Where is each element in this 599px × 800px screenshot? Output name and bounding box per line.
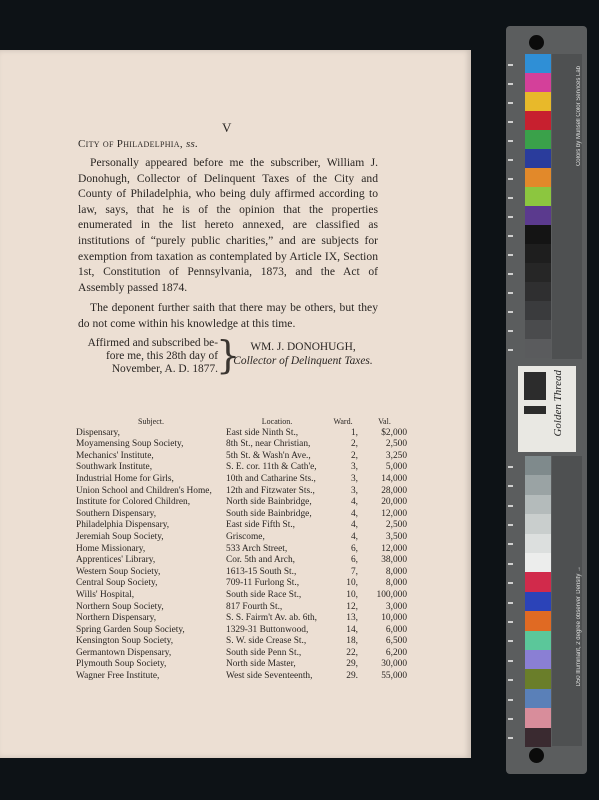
- scale-tick: [508, 102, 513, 104]
- cell-location: Griscome,: [226, 531, 265, 542]
- cell-subject: Home Missionary,: [76, 543, 146, 554]
- brand-logo-icon: [524, 372, 546, 400]
- cell-location: 12th and Fitzwater Sts.,: [226, 485, 315, 496]
- cell-location: 709-11 Furlong St.,: [226, 578, 300, 589]
- signature-block: [228, 340, 378, 368]
- cell-value: 100,000: [376, 589, 407, 600]
- cell-ward: 4,: [350, 520, 358, 531]
- scale-tick: [508, 718, 513, 720]
- charities-table: [76, 416, 407, 683]
- scale-tick: [508, 178, 513, 180]
- cell-subject: Philadelphia Dispensary,: [76, 520, 170, 531]
- cell-location: S. E. cor. 11th & Cath'e,: [226, 462, 317, 473]
- table-row: [76, 578, 407, 590]
- cell-ward: 12,: [346, 601, 358, 612]
- color-swatch: [525, 631, 551, 650]
- cell-subject: Jeremiah Soup Society,: [76, 531, 164, 542]
- cell-location: Cor. 5th and Arch,: [226, 555, 296, 566]
- cell-subject: Dispensary,: [76, 427, 120, 438]
- cell-value: 3,500: [385, 531, 407, 542]
- cell-ward: 6,: [350, 543, 358, 554]
- cell-subject: Plymouth Soup Society,: [76, 659, 167, 670]
- table-row: [76, 520, 407, 532]
- cell-location: East side Ninth St.,: [226, 427, 299, 438]
- cell-ward: 7,: [350, 566, 358, 577]
- cell-ward: 29.: [346, 671, 358, 682]
- table-row: [76, 532, 407, 544]
- cell-location: 1329-31 Buttonwood,: [226, 624, 309, 635]
- cell-value: 6,200: [385, 647, 407, 658]
- color-swatch: [525, 187, 551, 206]
- cell-ward: 22,: [346, 647, 358, 658]
- signature-name: WM. J. DONOHUGH,: [250, 341, 356, 353]
- cell-value: 12,000: [381, 508, 407, 519]
- scale-tick: [508, 660, 513, 662]
- color-swatch: [525, 73, 551, 92]
- table-row: [76, 439, 407, 451]
- scale-tick: [508, 83, 513, 85]
- table-row: [76, 659, 407, 671]
- table-row: [76, 428, 407, 440]
- table-row: [76, 486, 407, 498]
- table-row: [76, 567, 407, 579]
- color-swatch: [525, 708, 551, 727]
- cell-value: 12,000: [381, 543, 407, 554]
- brand-name: Golden Thread: [552, 370, 564, 437]
- table-row: [76, 648, 407, 660]
- scale-tick: [508, 292, 513, 294]
- cell-ward: 13,: [346, 613, 358, 624]
- cell-location: South side Bainbridge,: [226, 508, 312, 519]
- table-row: [76, 602, 407, 614]
- cell-subject: Industrial Home for Girls,: [76, 473, 174, 484]
- cell-subject: Southwark Institute,: [76, 462, 153, 473]
- color-swatch: [525, 320, 551, 339]
- city-name: City of Philadelphia,: [78, 138, 183, 150]
- cell-ward: 6,: [350, 555, 358, 566]
- scale-tick: [508, 311, 513, 313]
- table-row: [76, 625, 407, 637]
- table-row: [76, 497, 407, 509]
- punch-hole: [529, 748, 544, 763]
- cell-location: 8th St., near Christian,: [226, 439, 311, 450]
- cell-subject: Germantown Dispensary,: [76, 647, 172, 658]
- cell-subject: Southern Dispensary,: [76, 508, 157, 519]
- cell-value: $2,000: [381, 427, 407, 438]
- table-row: [76, 555, 407, 567]
- scale-tick: [508, 602, 513, 604]
- cell-location: 5th St. & Wash'n Ave.,: [226, 450, 311, 461]
- scale-tick: [508, 330, 513, 332]
- column-header-location: Location.: [261, 417, 293, 426]
- scale-tick: [508, 699, 513, 701]
- cell-location: South side Penn St.,: [226, 647, 302, 658]
- cell-subject: Institute for Colored Children,: [76, 497, 191, 508]
- cell-location: 10th and Catharine Sts.,: [226, 473, 316, 484]
- table-row: [76, 544, 407, 556]
- color-swatch: [525, 514, 551, 533]
- cell-ward: 3,: [350, 462, 358, 473]
- column-header-subject: Subject.: [138, 417, 164, 426]
- scale-tick: [508, 524, 513, 526]
- color-swatch: [525, 650, 551, 669]
- color-swatch: [525, 456, 551, 475]
- cell-subject: Union School and Children's Home,: [76, 485, 212, 496]
- cell-value: 20,000: [381, 497, 407, 508]
- cell-ward: 10,: [346, 578, 358, 589]
- color-swatch: [525, 92, 551, 111]
- cell-subject: Central Soup Society,: [76, 578, 158, 589]
- color-swatch: [525, 111, 551, 130]
- scale-tick: [508, 582, 513, 584]
- table-body: [76, 428, 407, 683]
- cell-ward: 2,: [350, 450, 358, 461]
- brace-divider: }: [216, 333, 241, 377]
- cell-location: West side Seventeenth,: [226, 671, 313, 682]
- cell-ward: 4,: [350, 531, 358, 542]
- affidavit-paragraph: Personally appeared before me the subscriber, William J. Donohugh, Collector of Delinquent Taxes of the City and County of Philadelphia, who being duly affirmed according to law, says, that he is of the opinion that the properties enumerated in the list hereto annexed, are classified as institutions of “purely public charities,” and are subjects for exemption from taxation as contemplated by Article IX, Section 1st, Constitution of Pennsylvania, 1873, and the Act of Assembly passed 1874.: [78, 156, 378, 294]
- color-calibration-strip: [506, 26, 587, 774]
- cell-ward: 4,: [350, 497, 358, 508]
- cell-subject: Apprentices' Library,: [76, 555, 156, 566]
- color-swatch: [525, 282, 551, 301]
- scale-tick: [508, 121, 513, 123]
- cell-ward: 18,: [346, 636, 358, 647]
- density-label: Density →: [576, 566, 582, 594]
- cell-ward: 10,: [346, 589, 358, 600]
- table-row: [76, 613, 407, 625]
- scale-tick: [508, 197, 513, 199]
- cell-value: 10,000: [381, 613, 407, 624]
- cell-location: 533 Arch Street,: [226, 543, 288, 554]
- cell-value: 38,000: [381, 555, 407, 566]
- affirmation-line: November, A. D. 1877.: [111, 363, 218, 375]
- affirmation-line: fore me, this 28th day of: [106, 350, 218, 362]
- cell-value: 5,000: [385, 462, 407, 473]
- scale-tick: [508, 543, 513, 545]
- color-swatch: [525, 728, 551, 747]
- cell-value: 8,000: [385, 566, 407, 577]
- scale-tick: [508, 466, 513, 468]
- cell-location: East side Fifth St.,: [226, 520, 296, 531]
- color-swatch: [525, 244, 551, 263]
- cell-location: 1613-15 South St.,: [226, 566, 297, 577]
- color-swatch: [525, 534, 551, 553]
- color-swatch: [525, 592, 551, 611]
- scale-tick: [508, 679, 513, 681]
- cell-value: 8,000: [385, 578, 407, 589]
- cell-value: 2,500: [385, 520, 407, 531]
- cell-subject: Spring Garden Soup Society,: [76, 624, 185, 635]
- cell-value: 6,000: [385, 624, 407, 635]
- color-swatch: [525, 669, 551, 688]
- color-swatch: [525, 263, 551, 282]
- cell-ward: 1,: [350, 427, 358, 438]
- color-swatch: [525, 54, 551, 73]
- cell-value: 3,000: [385, 601, 407, 612]
- cell-value: 2,500: [385, 439, 407, 450]
- color-swatch: [525, 149, 551, 168]
- strip-caption-bottom: D50 Illuminant, 2 degree observer: [576, 596, 582, 687]
- city-heading: [78, 138, 198, 150]
- cell-location: North side Bainbridge,: [226, 497, 312, 508]
- color-swatch: [525, 553, 551, 572]
- cell-location: North side Master,: [226, 659, 296, 670]
- scale-tick: [508, 349, 513, 351]
- scale-tick: [508, 563, 513, 565]
- scale-tick: [508, 273, 513, 275]
- column-header-value: Val.: [378, 417, 391, 426]
- brand-label: [518, 366, 576, 452]
- cell-value: 30,000: [381, 659, 407, 670]
- color-swatch: [525, 339, 551, 358]
- cell-subject: Wagner Free Institute,: [76, 671, 160, 682]
- cell-ward: 29,: [346, 659, 358, 670]
- cell-ward: 3,: [350, 485, 358, 496]
- document-page: [0, 50, 471, 758]
- table-row: [76, 474, 407, 486]
- table-row: [76, 462, 407, 474]
- table-row: [76, 590, 407, 602]
- scale-tick: [508, 621, 513, 623]
- cell-value: 14,000: [381, 473, 407, 484]
- cell-ward: 3,: [350, 473, 358, 484]
- scale-tick: [508, 140, 513, 142]
- scale-tick: [508, 159, 513, 161]
- signature-title: Collector of Delinquent Taxes.: [233, 355, 373, 367]
- cell-location: S. S. Fairm't Av. ab. 6th,: [226, 613, 318, 624]
- scale-tick: [508, 505, 513, 507]
- affirmation-block: [78, 337, 218, 376]
- city-ss: ss.: [185, 138, 199, 150]
- cell-value: 6,500: [385, 636, 407, 647]
- cell-subject: Western Soup Society,: [76, 566, 161, 577]
- color-swatch: [525, 611, 551, 630]
- cell-subject: Mechanics' Institute,: [76, 450, 154, 461]
- cell-ward: 2,: [350, 439, 358, 450]
- color-swatch: [525, 206, 551, 225]
- strip-caption-top: Colors by Munsell Color Services Lab: [576, 66, 582, 167]
- cell-location: S. W. side Crease St.,: [226, 636, 307, 647]
- cell-value: 55,000: [381, 671, 407, 682]
- scale-tick: [508, 485, 513, 487]
- scale-tick: [508, 216, 513, 218]
- table-header-row: [76, 416, 407, 428]
- cell-ward: 4,: [350, 508, 358, 519]
- table-row: [76, 636, 407, 648]
- scale-tick: [508, 640, 513, 642]
- cell-subject: Northern Dispensary,: [76, 613, 157, 624]
- cell-subject: Moyamensing Soup Society,: [76, 439, 184, 450]
- color-swatch: [525, 495, 551, 514]
- color-swatch: [525, 225, 551, 244]
- table-row: [76, 509, 407, 521]
- brand-logo-bar-icon: [524, 406, 546, 414]
- deponent-paragraph: The deponent further saith that there may be others, but they do not come within his knowledge at this time.: [78, 301, 378, 330]
- scale-tick: [508, 737, 513, 739]
- scale-tick: [508, 235, 513, 237]
- table-row: [76, 451, 407, 463]
- affirmation-line: Affirmed and subscribed be-: [87, 337, 218, 349]
- color-swatch: [525, 168, 551, 187]
- punch-hole: [529, 35, 544, 50]
- cell-value: 28,000: [381, 485, 407, 496]
- color-swatch: [525, 301, 551, 320]
- cell-ward: 14,: [346, 624, 358, 635]
- scale-tick: [508, 254, 513, 256]
- color-swatch: [525, 689, 551, 708]
- table-row: [76, 671, 407, 683]
- page-number: V: [222, 120, 232, 135]
- color-swatch: [525, 475, 551, 494]
- cell-location: South side Race St.,: [226, 589, 302, 600]
- color-swatch: [525, 572, 551, 591]
- cell-subject: Kensington Soup Society,: [76, 636, 174, 647]
- cell-subject: Northern Soup Society,: [76, 601, 164, 612]
- cell-location: 817 Fourth St.,: [226, 601, 283, 612]
- scale-tick: [508, 64, 513, 66]
- cell-value: 3,250: [385, 450, 407, 461]
- cell-subject: Wills' Hospital,: [76, 589, 135, 600]
- color-swatch: [525, 130, 551, 149]
- column-header-ward: Ward.: [333, 417, 353, 426]
